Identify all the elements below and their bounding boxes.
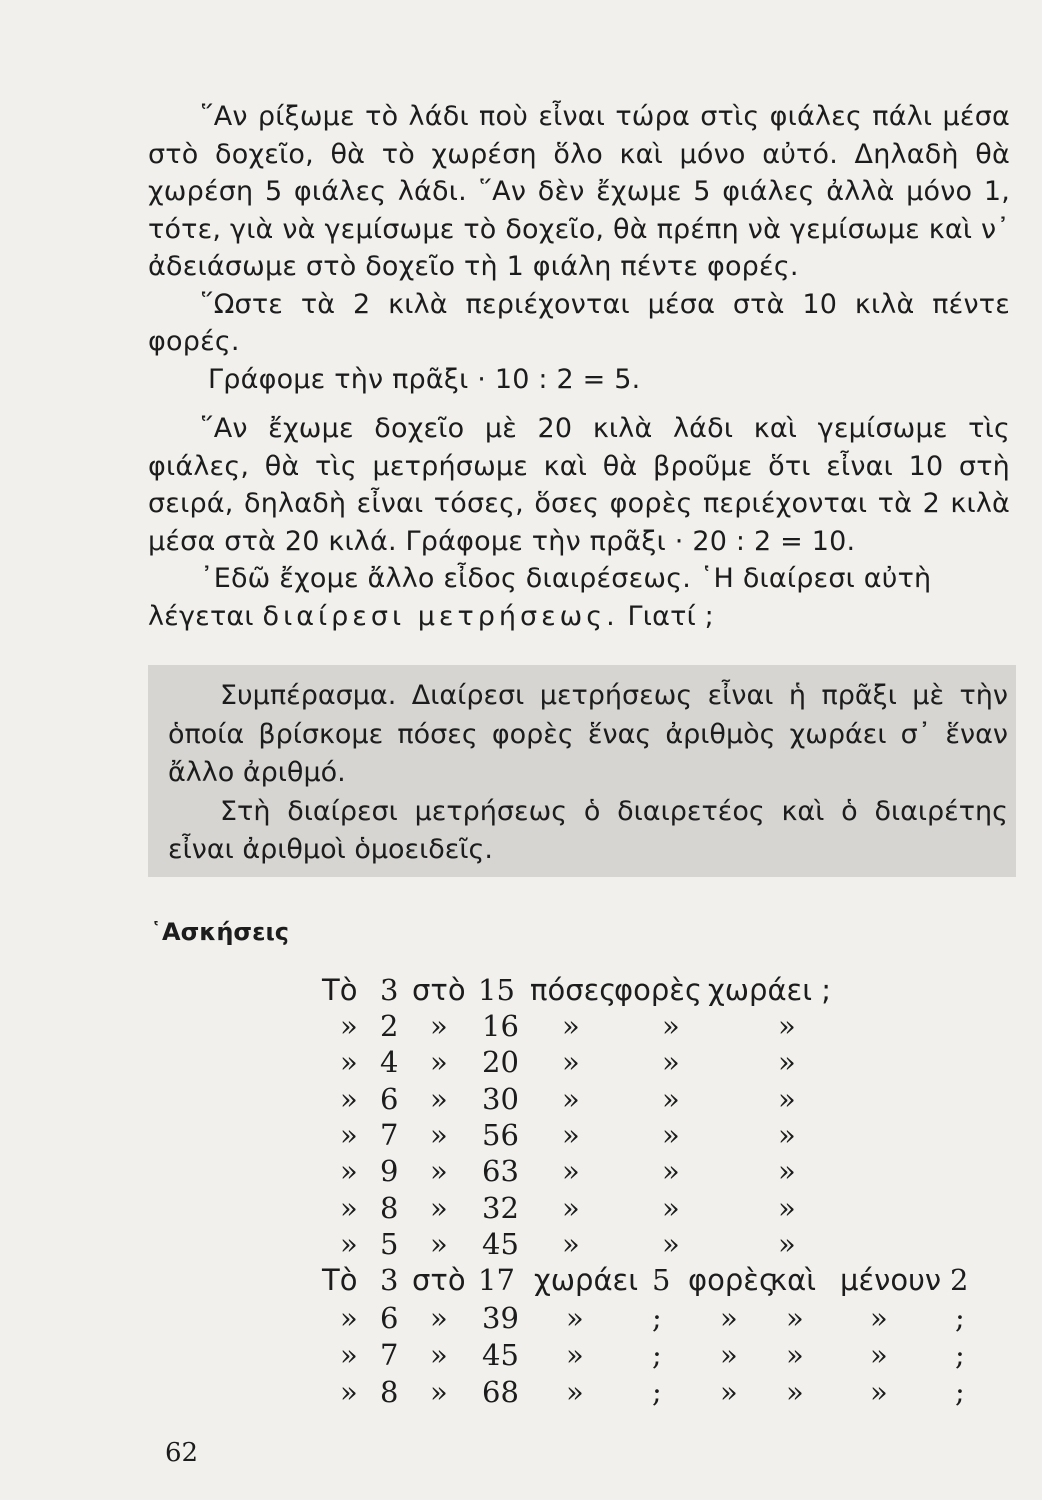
exercise-cell: » [662, 1009, 680, 1043]
exercise-cell: » [430, 1375, 448, 1409]
formula-1: Γράφομε τὴν πρᾶξι · 10 : 2 = 5. [208, 363, 641, 395]
exercise-cell: » [662, 1226, 680, 1261]
exercise-cell: ; [652, 1301, 662, 1335]
exercise-cell: » [562, 1117, 580, 1152]
exercise-cell: φορὲς [688, 1263, 776, 1297]
exercise-cell: » [562, 1045, 580, 1080]
exercise-cell: » [340, 1154, 358, 1189]
exercise-a-row [0, 1044, 1042, 1081]
exercise-cell: » [870, 1375, 888, 1409]
exercise-cell: χωράει [534, 1263, 639, 1297]
paragraph-4-text: ᾿Εδῶ ἔχομε ἄλλο εἶδος διαιρέσεως. ῾Η διαίρεσι αὐτὴ λέγεται [148, 563, 932, 632]
exercise-cell: χωράει ; [708, 973, 832, 1007]
exercise-cell: 32 [482, 1190, 519, 1225]
paragraph-1: ῞Αν ρίξωμε τὸ λάδι ποὺ εἶναι τώρα στὶς φιάλες πάλι μέσα στὸ δοχεῖο, θὰ τὸ χωρέση ὅλο καὶ μόνο αὐτό. Δηλαδὴ θὰ χωρέση 5 φιάλες λάδι. ῞Αν δὲν ἔχωμε 5 φιάλες ἀλλὰ μόνο 1, τότε, γιὰ νὰ γεμίσωμε τὸ δοχεῖο, θὰ πρέπη νὰ γεμίσωμε καὶ ν᾿ ἀδειάσωμε στὸ δοχεῖο τὴ 1 φιάλη πέντε φορές. [148, 101, 1010, 282]
exercise-a-row [0, 1226, 1042, 1263]
exercise-cell: » [340, 1190, 358, 1225]
exercise-cell: ; [955, 1338, 965, 1372]
exercise-cell: » [430, 1117, 448, 1152]
exercise-cell: 17 [478, 1263, 515, 1297]
paragraph-4 [148, 560, 1010, 635]
exercise-cell: ; [955, 1301, 965, 1335]
exercise-cell: Τὸ [322, 1263, 358, 1297]
exercise-a-row [0, 1008, 1042, 1045]
exercise-cell: ; [652, 1375, 662, 1409]
exercise-cell: » [778, 1190, 796, 1225]
exercise-cell: » [340, 1009, 358, 1043]
exercise-cell: » [430, 1301, 448, 1335]
exercise-b-row [0, 1374, 1042, 1411]
exercise-cell: » [430, 1190, 448, 1225]
exercise-cell: » [430, 1045, 448, 1080]
paragraph-4-question: Γιατί ; [627, 600, 714, 632]
exercise-cell: » [562, 1081, 580, 1116]
exercise-cell: » [662, 1190, 680, 1225]
exercise-cell: 2 [950, 1263, 969, 1297]
exercise-cell: 6 [380, 1301, 399, 1335]
exercise-cell: » [430, 1009, 448, 1043]
exercise-cell: » [562, 1226, 580, 1261]
exercise-cell: 7 [380, 1117, 399, 1152]
exercise-cell: » [340, 1226, 358, 1261]
exercise-b-row [0, 1300, 1042, 1337]
exercise-cell: » [778, 1045, 796, 1080]
exercise-a-row [0, 1117, 1042, 1154]
paragraph-3: ῞Αν ἔχωμε δοχεῖο μὲ 20 κιλὰ λάδι καὶ γεμίσωμε τὶς φιάλες, θὰ τὶς μετρήσωμε καὶ θὰ βροῦμε ὅτι εἶναι 10 στὴ σειρά, δηλαδὴ εἶναι τόσες, ὅσες φορὲς περιέχονται τὰ 2 κιλὰ μέσα στὰ 20 κιλά. Γράφομε τὴν πρᾶξι · 20 : 2 = 10. [148, 413, 1010, 557]
exercise-cell: » [430, 1081, 448, 1116]
exercise-cell: 8 [380, 1190, 399, 1225]
exercise-cell: 7 [380, 1338, 399, 1372]
conclusion-paragraph-1: Συμπέρασμα. Διαίρεσι μετρήσεως εἶναι ἡ πρᾶξι μὲ τὴν ὁποία βρίσκομε πόσες φορὲς ἕνας ἀριθμὸς χωράει σ᾿ ἕναν ἄλλο ἀριθμό. [168, 680, 1008, 788]
exercise-cell: » [562, 1154, 580, 1189]
exercise-cell: » [340, 1301, 358, 1335]
exercise-cell: 4 [380, 1045, 399, 1080]
exercises-heading: ῾Ασκήσεις [150, 918, 290, 946]
exercise-cell: 16 [482, 1009, 519, 1043]
exercise-cell: » [340, 1338, 358, 1372]
exercise-cell: 45 [482, 1226, 519, 1261]
exercise-cell: 6 [380, 1081, 399, 1116]
exercise-cell: » [662, 1081, 680, 1116]
exercise-a-row [0, 1081, 1042, 1118]
exercise-cell: στὸ [412, 1263, 466, 1297]
paragraph-2: ῞Ωστε τὰ 2 κιλὰ περιέχονται μέσα στὰ 10 κιλὰ πέντε φορές. [148, 288, 1010, 357]
exercise-cell: » [662, 1154, 680, 1189]
exercise-cell: καὶ [770, 1263, 817, 1297]
exercise-cell: » [870, 1301, 888, 1335]
exercise-b-header-row [0, 1262, 1042, 1299]
exercise-cell: » [566, 1375, 584, 1409]
exercise-cell: » [340, 1045, 358, 1080]
exercise-cell: πόσες [530, 973, 617, 1007]
exercise-cell: ; [955, 1375, 965, 1409]
exercise-cell: » [430, 1154, 448, 1189]
exercise-b-row [0, 1337, 1042, 1374]
exercise-cell: » [720, 1375, 738, 1409]
conclusion-box [148, 665, 1016, 877]
exercise-cell: 2 [380, 1009, 399, 1043]
exercise-cell: » [566, 1301, 584, 1335]
exercise-cell: » [786, 1301, 804, 1335]
exercise-cell: » [778, 1117, 796, 1152]
exercise-cell: 56 [482, 1117, 519, 1152]
exercise-cell: 3 [380, 1263, 399, 1297]
exercise-cell: » [786, 1375, 804, 1409]
exercise-cell: » [566, 1338, 584, 1372]
exercise-cell: » [778, 1081, 796, 1116]
exercise-cell: » [778, 1154, 796, 1189]
exercise-cell: φορὲς [614, 973, 702, 1007]
exercise-cell: 15 [478, 973, 515, 1007]
exercise-cell: 39 [482, 1301, 519, 1335]
page-number: 62 [165, 1438, 199, 1468]
exercise-cell: » [778, 1009, 796, 1043]
exercise-cell: » [562, 1009, 580, 1043]
exercise-cell: » [870, 1338, 888, 1372]
exercise-cell: 3 [380, 973, 399, 1007]
term-highlight: διαίρεσι μετρήσεως. [262, 600, 619, 632]
exercise-cell: 5 [380, 1226, 399, 1261]
exercise-cell: » [662, 1045, 680, 1080]
exercise-cell: 63 [482, 1154, 519, 1189]
exercise-cell: » [562, 1190, 580, 1225]
exercise-a-header-row [0, 972, 1042, 1009]
exercise-cell: » [778, 1226, 796, 1261]
exercise-cell: » [430, 1226, 448, 1261]
exercise-cell: ; [652, 1338, 662, 1372]
exercise-cell: 30 [482, 1081, 519, 1116]
exercise-cell: Τὸ [322, 973, 358, 1007]
exercise-cell: μένουν [840, 1263, 942, 1297]
exercise-a-row [0, 1190, 1042, 1227]
exercise-cell: στὸ [412, 973, 466, 1007]
exercise-cell: 9 [380, 1154, 399, 1189]
exercise-cell: 20 [482, 1045, 519, 1080]
exercise-cell: 5 [652, 1263, 671, 1297]
exercise-cell: » [720, 1338, 738, 1372]
text-block-top [148, 98, 1010, 635]
exercise-cell: » [340, 1375, 358, 1409]
exercise-cell: » [786, 1338, 804, 1372]
exercise-cell: » [340, 1117, 358, 1152]
exercise-cell: 68 [482, 1375, 519, 1409]
exercise-cell: » [662, 1117, 680, 1152]
exercise-cell: » [720, 1301, 738, 1335]
exercise-cell: » [430, 1338, 448, 1372]
exercise-a-row [0, 1153, 1042, 1190]
exercise-cell: » [340, 1081, 358, 1116]
exercise-cell: 45 [482, 1338, 519, 1372]
conclusion-paragraph-2: Στὴ διαίρεσι μετρήσεως ὁ διαιρετέος καὶ ὁ διαιρέτης εἶναι ἀριθμοὶ ὁμοειδεῖς. [168, 795, 1008, 865]
exercise-cell: 8 [380, 1375, 399, 1409]
